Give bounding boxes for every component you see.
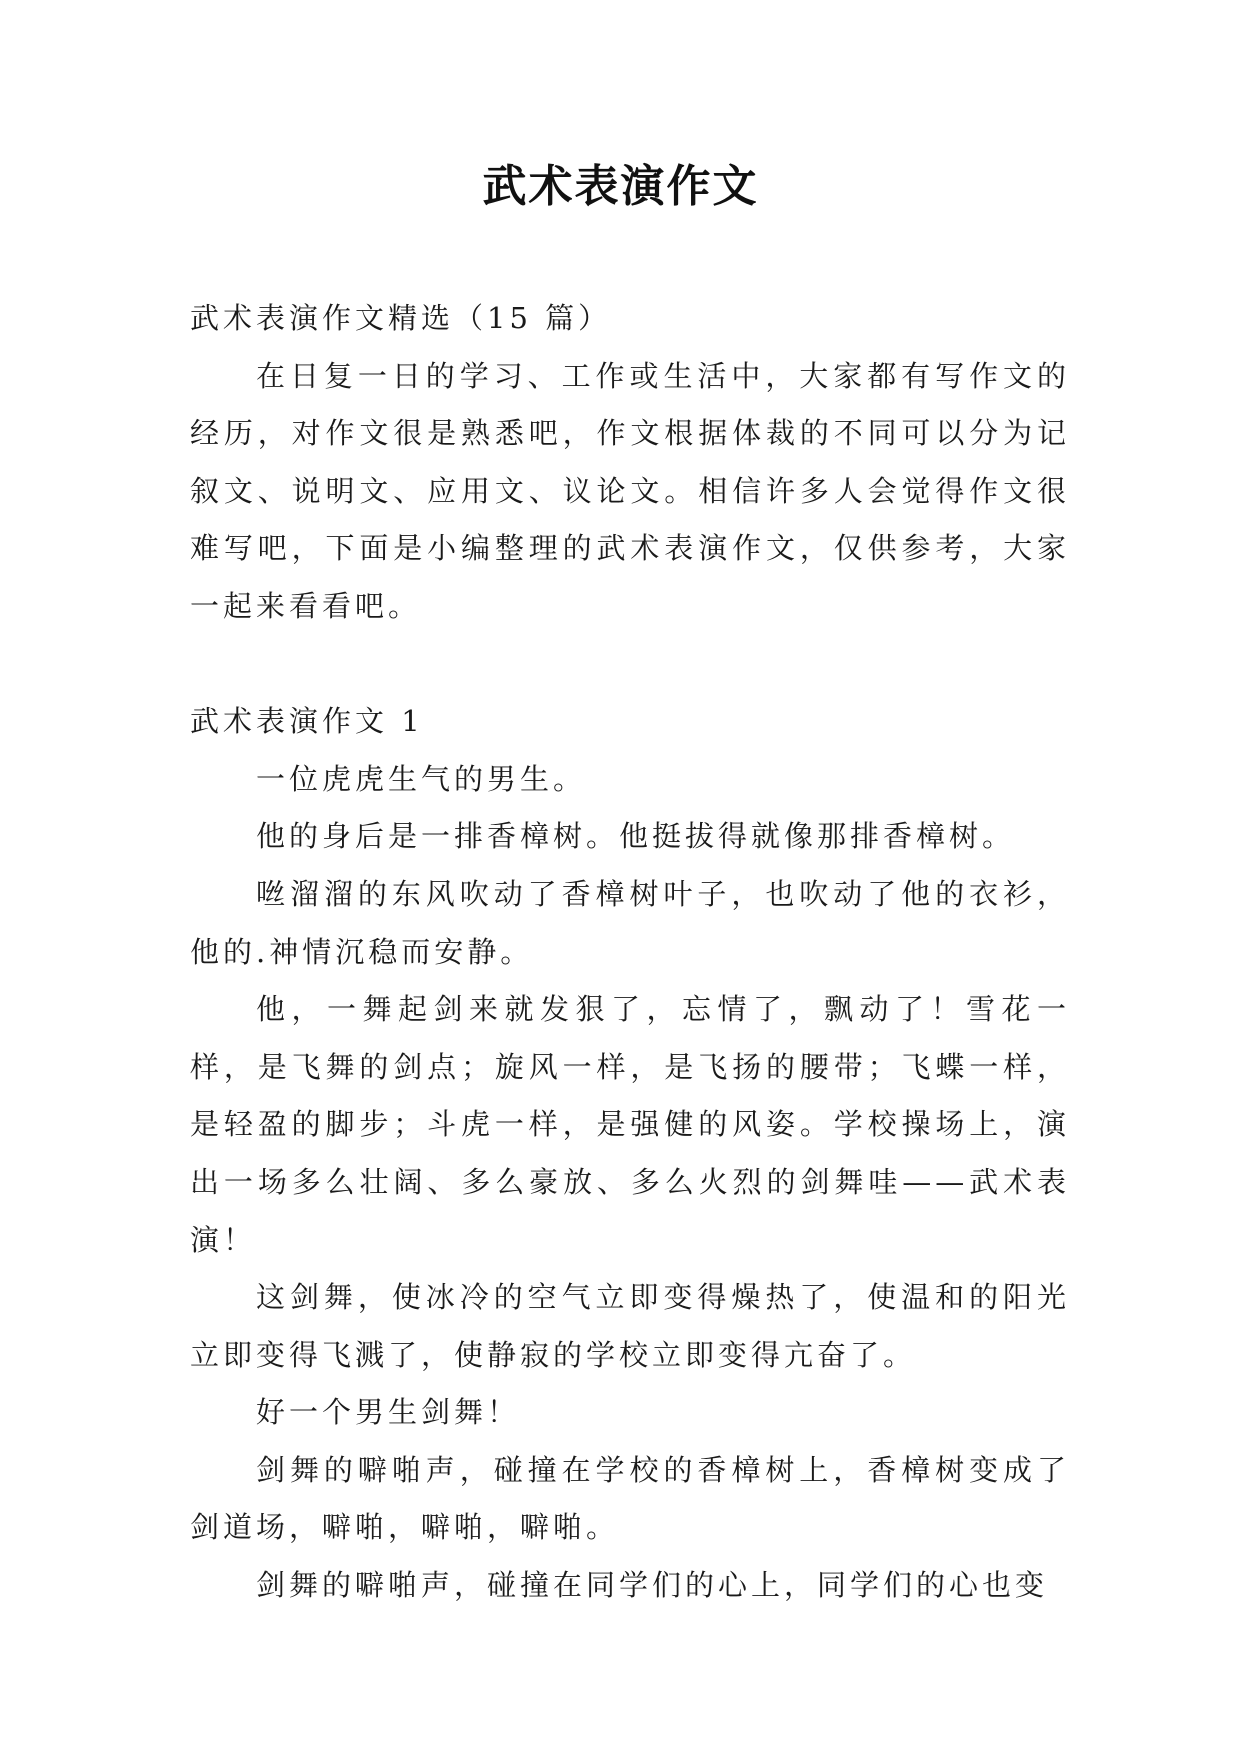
document-subtitle: 武术表演作文精选（15 篇） xyxy=(190,301,612,335)
intro-paragraph: 在日复一日的学习、工作或生活中，大家都有写作文的经历，对作文很是熟悉吧，作文根据体裁的不同可以分为记叙文、说明文、应用文、议论文。相信许多人会觉得作文很难写吧，下面是小编整理的武术表演作文，仅供参考，大家一起来看看吧。 xyxy=(190,358,1070,623)
body-paragraph-4: 他，一舞起剑来就发狠了，忘情了，飘动了！雪花一样，是飞舞的剑点；旋风一样，是飞扬的腰带；飞蝶一样，是轻盈的脚步；斗虎一样，是强健的风姿。学校操场上，演出一场多么壮阔、多么豪放、多么火烈的剑舞哇——武术表演！ xyxy=(190,992,1070,1257)
section-spacer xyxy=(190,636,1070,694)
body-paragraph-1: 一位虎虎生气的男生。 xyxy=(256,761,587,796)
body-paragraph-2: 他的身后是一排香樟树。他挺拔得就像那排香樟树。 xyxy=(256,819,1016,854)
body-paragraph-5: 这剑舞，使冰冷的空气立即变得燥热了，使温和的阳光立即变得飞溅了，使静寂的学校立即变得亢奋了。 xyxy=(190,1280,1070,1372)
body-paragraph-8: 剑舞的噼啪声，碰撞在同学们的心上，同学们的心也变 xyxy=(256,1568,1049,1603)
body-paragraph-7: 剑舞的噼啪声，碰撞在学校的香樟树上，香樟树变成了剑道场，噼啪，噼啪，噼啪。 xyxy=(190,1452,1070,1545)
document-title: 武术表演作文 xyxy=(482,161,759,212)
body-paragraph-6: 好一个男生剑舞！ xyxy=(256,1395,521,1430)
body-paragraph-3: 咝溜溜的东风吹动了香樟树叶子，也吹动了他的衣衫，他的.神情沉稳而安静。 xyxy=(190,876,1070,969)
section-heading: 武术表演作文 1 xyxy=(190,704,424,739)
document-body xyxy=(190,290,1070,1615)
